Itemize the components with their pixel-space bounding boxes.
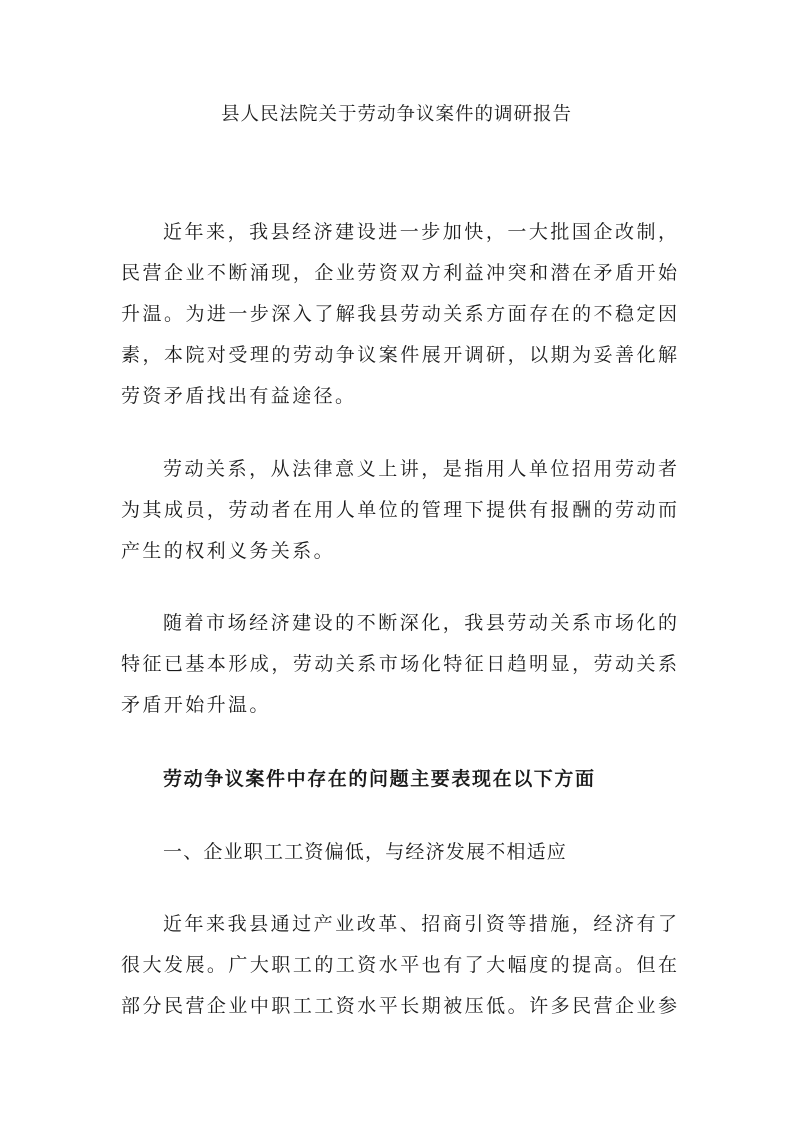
paragraph-line: 矛盾开始升温。	[121, 694, 271, 716]
paragraph-line: 很大发展。广大职工的工资水平也有了大幅度的提高。但在	[121, 954, 677, 976]
paragraph-line: 为其成员，劳动者在用人单位的管理下提供有报酬的劳动而	[121, 499, 677, 521]
paragraph-line: 随着市场经济建设的不断深化，我县劳动关系市场化的	[163, 612, 677, 634]
section-heading: 劳动争议案件中存在的问题主要表现在以下方面	[163, 768, 596, 790]
paragraph-line: 近年来，我县经济建设进一步加快，一大批国企改制，	[163, 221, 677, 243]
paragraph-line: 近年来我县通过产业改革、招商引资等措施，经济有了	[163, 913, 677, 935]
paragraph-line: 部分民营企业中职工工资水平长期被压低。许多民营企业参	[121, 995, 677, 1017]
paragraph-line: 产生的权利义务关系。	[121, 540, 336, 562]
paragraph-line: 素，本院对受理的劳动争议案件展开调研，以期为妥善化解	[121, 344, 677, 366]
subsection-heading: 一、企业职工工资偏低，与经济发展不相适应	[163, 841, 568, 863]
paragraph-line: 民营企业不断涌现，企业劳资双方利益冲突和潜在矛盾开始	[121, 262, 677, 284]
paragraph-line: 劳动关系，从法律意义上讲，是指用人单位招用劳动者	[163, 458, 677, 480]
paragraph-line: 升温。为进一步深入了解我县劳动关系方面存在的不稳定因	[121, 303, 677, 325]
document-title: 县人民法院关于劳动争议案件的调研报告	[220, 104, 572, 125]
paragraph-line: 特征已基本形成，劳动关系市场化特征日趋明显，劳动关系	[121, 653, 677, 675]
paragraph-line: 劳资矛盾找出有益途径。	[121, 385, 357, 407]
